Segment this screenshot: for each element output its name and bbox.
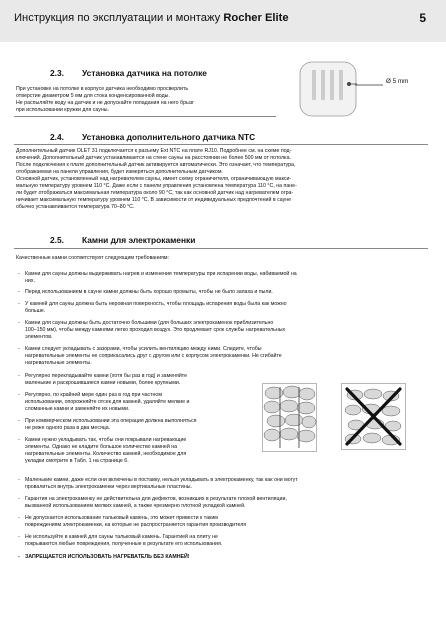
section-2-5-heading	[50, 235, 195, 245]
text-line: ли будет отображаться максимальная температура около 90 °C, так как основной датчик над нагревателем огра-	[16, 190, 294, 196]
warning-text: ЗАПРЕЩАЕТСЯ ИСПОЛЬЗОВАТЬ НАГРЕВАТЕЛЬ БЕЗ КАМНЕЙ!	[25, 554, 190, 560]
text-line: Камни для сауны должны быть достаточно большими (для больших электрокаменок приблизительно	[25, 320, 274, 326]
text-line: ключений. Дополнительный датчик устанавливается на стене сауны на расстоянии не более 500 мм от потолка.	[16, 155, 291, 161]
list-item	[18, 320, 285, 341]
bullet-dash: -	[18, 289, 20, 295]
bullet-dash: -	[18, 346, 20, 352]
stones-intro	[16, 255, 169, 262]
list-item	[18, 289, 273, 296]
page-header	[0, 0, 446, 42]
bullet-dash: -	[18, 301, 20, 307]
list-item	[18, 477, 298, 491]
bullet-dash: -	[18, 373, 20, 379]
callout-line	[355, 83, 385, 87]
section-title: Камни для электрокаменки	[82, 235, 196, 245]
text-line: Перед использованием в сауне камни должны быть хорошо промыты, чтобы не было запаха и пыли.	[25, 289, 273, 295]
bullet-dash: -	[18, 496, 20, 502]
text-line: нагревательные элементы. Количество камней, необходимое для	[25, 451, 187, 457]
section-2-3-heading	[50, 68, 207, 78]
bullet-dash: -	[18, 534, 20, 540]
section-number: 2.4.	[50, 132, 64, 142]
text-line: элементов.	[25, 334, 53, 340]
text-line: нагревательные элементы не соприкасались друг с другом или с корпусом электрокаменки. Не сгибайте	[25, 353, 282, 359]
list-item	[18, 437, 186, 465]
text-line: Регулярно, по крайней мере один раз в год при частном	[25, 392, 162, 398]
text-line: них.	[25, 278, 35, 284]
section-number: 2.5.	[50, 235, 64, 245]
text-line: обычно устанавливается температура 70–80 °C.	[16, 204, 135, 210]
text-line: Основной датчик, установленный над нагревателем сауны, имеет схему ограничителя, ограничивающую макси-	[16, 176, 292, 182]
section-title: Установка датчика на потолке	[82, 68, 207, 78]
list-item	[18, 373, 187, 387]
bullet-dash: -	[18, 392, 20, 398]
correct-stone-stacking-illustration	[262, 383, 317, 452]
bullet-dash: -	[18, 437, 20, 443]
text-line: повреждениям электрокаменки, на которые не распространяется гарантия производителя	[25, 522, 247, 528]
bullet-dash: -	[18, 477, 20, 483]
hole-diameter-label: Ø 5 mm	[386, 78, 409, 85]
section-title: Установка дополнительного датчика NTC	[82, 132, 256, 142]
header-title-text: Инструкция по эксплуатации и монтажу	[14, 12, 221, 24]
text-line: Камни следует укладывать с зазорами, чтобы усилить вентиляцию между ними. Следите, чтобы	[25, 346, 262, 352]
warning-item	[18, 554, 190, 561]
text-line: маленькие и раскрошившиеся камни новыми, более крупными.	[25, 380, 181, 386]
text-line: использовании, опорожняйте отсек для камней, удаляйте мелкие и	[25, 399, 190, 405]
text-line: 100–150 мм), чтобы между камнями легко проходил воздух. Это продлевает срок службы нагревательных	[25, 327, 286, 333]
list-item	[18, 515, 246, 529]
divider	[14, 248, 428, 249]
list-item	[18, 392, 189, 413]
bullet-dash: -	[18, 515, 20, 521]
text-line: вызванной использованием мелких камней, а также чрезмерно плотной укладкой камней.	[25, 503, 246, 509]
list-item	[18, 346, 282, 367]
text-line: нагревательные элементы.	[25, 360, 92, 366]
list-item	[18, 534, 222, 548]
bullet-dash: -	[18, 418, 20, 424]
section-number: 2.3.	[50, 68, 64, 78]
header-brand: Rocher Elite	[223, 12, 289, 24]
text-line: Качественные камни соответствуют следующим требованиям:	[16, 255, 169, 261]
text-line: Маленькие камни, даже если они включены в поставку, нельзя укладывать в электрокаменку, так как они могут	[25, 477, 298, 483]
text-line: провалиться внутрь электрокаменки через вертикальные пластины.	[25, 484, 192, 490]
text-line: мальную температуру уровнем 110 °C. Даже если с панели управления установлена температура 110 °C, на пане-	[16, 183, 297, 189]
text-line: Не допускается использование тальковый камень, это может привести к таким	[25, 515, 218, 521]
text-line: Не используйте в камней для сауны тальковый камень. Гарантией на плиту не	[25, 534, 218, 540]
text-line: отображаемая на панели управления, будет измеряться дополнительным датчиком.	[16, 169, 223, 175]
text-line: Не распыляйте воду на датчик и не допускайте попадания на него брызг	[16, 100, 195, 106]
text-line: Регулярно перекладывайте камни (хотя бы раз в год) и заменяйте	[25, 373, 188, 379]
section-2-4-heading	[50, 132, 255, 142]
list-item	[18, 301, 287, 315]
text-line: Камни нужно укладывать так, чтобы они покрывали нагревающие	[25, 437, 187, 443]
text-line: Камни для сауны должны выдерживать нагрев и изменения температуры при испарении воды, набиваемой на	[25, 271, 297, 277]
section-2-3-text	[16, 86, 194, 114]
text-line: Гарантия на электрокаменку не действительна для дефектов, возникших в результате плохой вентиляции,	[25, 496, 287, 502]
text-line: При коммерческом использовании эта операция должна выполняться	[25, 418, 197, 424]
text-line: не реже одного раза в два месяца.	[25, 425, 111, 431]
text-line: покрываются любые повреждения, полученные в результате его использования.	[25, 541, 223, 547]
bullet-dash: -	[18, 320, 20, 326]
text-line: ничивает максимальную температуру уровнем 110 °C. В зависимости от индивидуальных предпочтений в сауне	[16, 197, 292, 203]
text-line: при использовании кружки для сауны.	[16, 107, 110, 113]
list-item	[18, 271, 297, 285]
text-line: Дополнительный датчик OLET 31 подключается к разъему Ext NTC на плате RJ10. Подробнее см. на схеме под-	[16, 148, 292, 154]
bullet-dash: -	[18, 271, 20, 277]
text-line: При установке на потолке в корпусе датчика необходимо просверлить	[16, 86, 189, 92]
text-line: укладки смотрите в Табл. 1 на странице 6.	[25, 458, 129, 464]
text-line: отверстие диаметром 5 мм для стока конденсированной воды.	[16, 93, 170, 99]
text-line: больше.	[25, 308, 46, 314]
divider	[14, 116, 276, 117]
header-title	[14, 12, 289, 24]
list-item	[18, 418, 196, 432]
text-line: сломанные камни и заменяйте их новыми.	[25, 406, 130, 412]
list-item	[18, 496, 287, 510]
section-2-4-text	[16, 148, 297, 211]
page-number: 5	[419, 11, 426, 25]
bullet-dash: -	[18, 554, 20, 560]
text-line: элементы. Однако не кладите большое количество камней на	[25, 444, 178, 450]
divider	[14, 144, 428, 145]
ceiling-sensor-illustration	[299, 61, 357, 117]
text-line: У камней для сауны должна быть неровная поверхность, чтобы площадь испарения воды была как можно	[25, 301, 287, 307]
incorrect-stone-stacking-illustration	[341, 383, 406, 450]
text-line: После подключения к плате дополнительный датчик активируется автоматически. Это означает, что температура,	[16, 162, 296, 168]
